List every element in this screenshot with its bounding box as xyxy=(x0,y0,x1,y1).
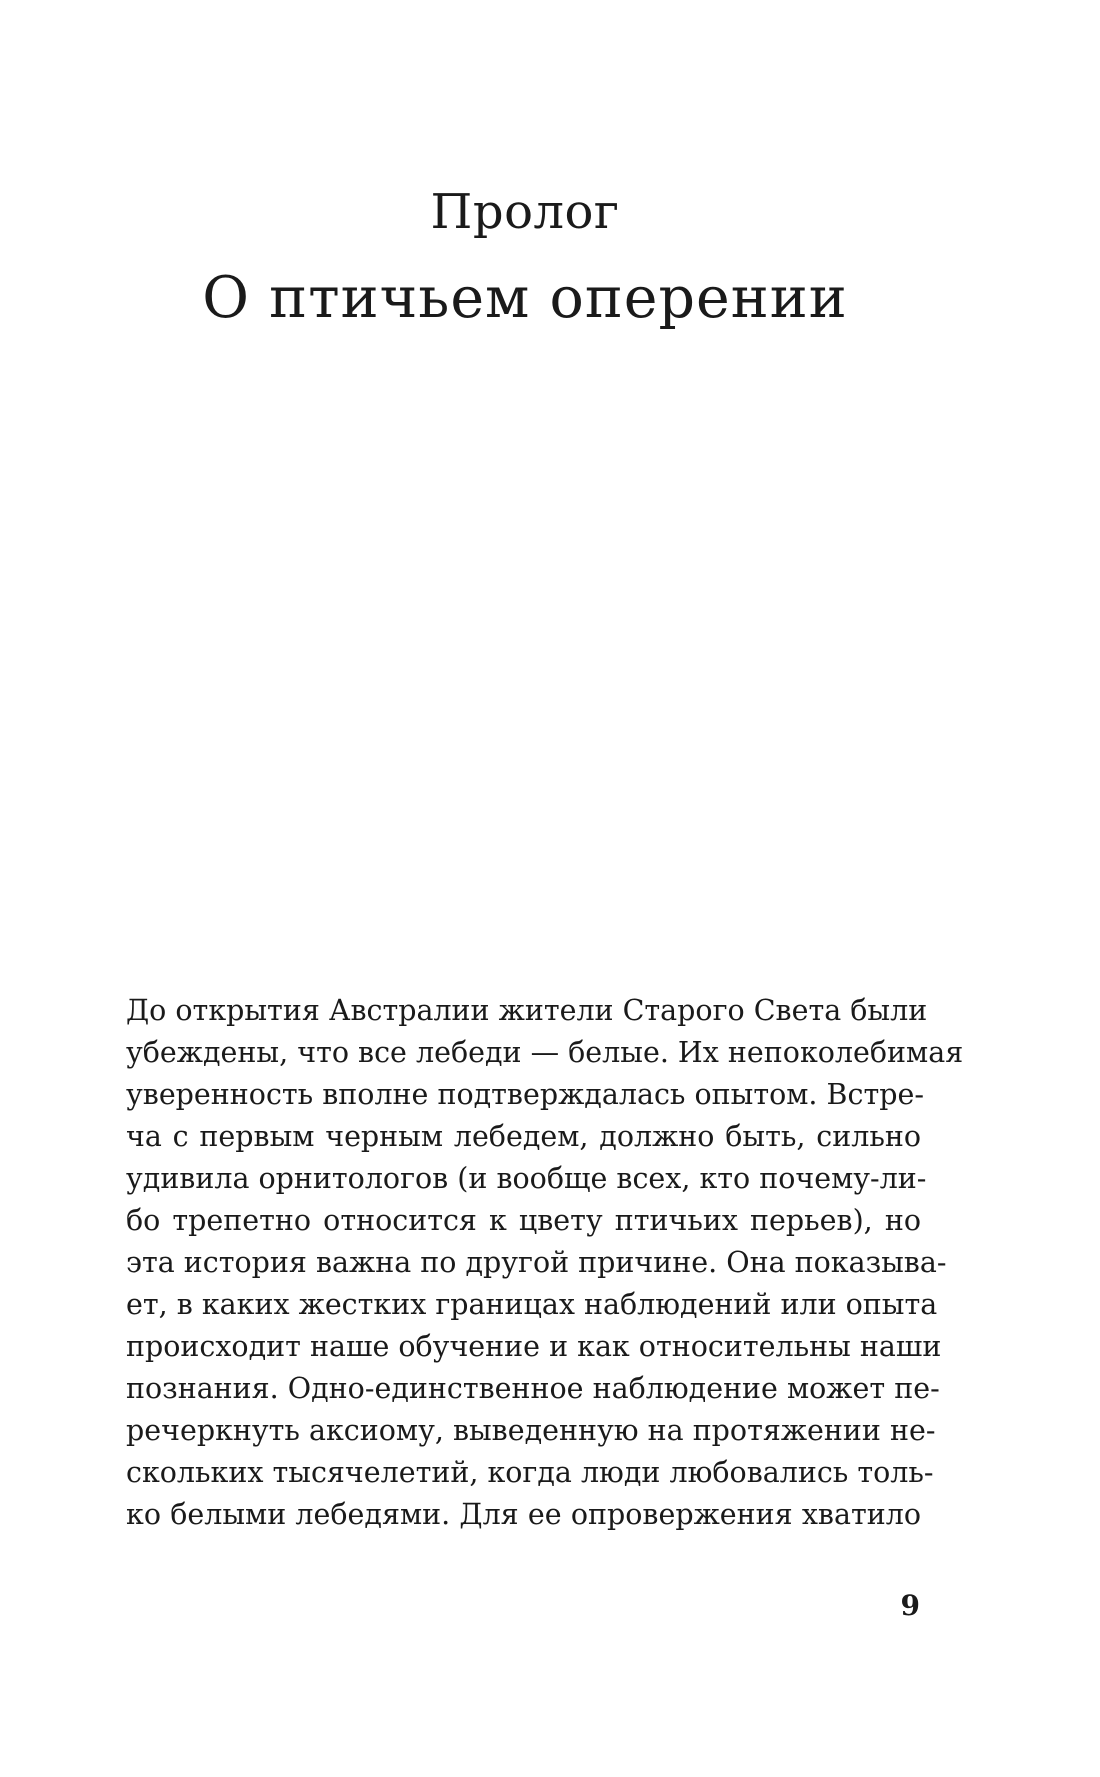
text-line: речеркнуть аксиому, выведенную на протяжении не- xyxy=(126,1414,936,1447)
text-line: убеждены, что все лебеди — белые. Их непоколебимая xyxy=(126,1036,964,1069)
text-line: познания. Одно-единственное наблюдение может пе- xyxy=(126,1372,940,1405)
prologue-label: Пролог xyxy=(430,184,620,240)
text-line: скольких тысячелетий, когда люди любовались толь- xyxy=(126,1456,934,1489)
chapter-title: О птичьем оперении xyxy=(202,265,848,331)
page-number: 9 xyxy=(900,1589,920,1622)
text-line: До открытия Австралии жители Старого Света были xyxy=(126,994,928,1027)
text-line: бо трепетно относится к цвету птичьих перьев), но xyxy=(126,1204,921,1237)
text-line: эта история важна по другой причине. Она показыва- xyxy=(126,1246,947,1279)
text-line: ча с первым черным лебедем, должно быть, сильно xyxy=(126,1120,921,1153)
text-line: ет, в каких жестких границах наблюдений или опыта xyxy=(126,1288,938,1321)
text-line: удивила орнитологов (и вообще всех, кто почему-ли- xyxy=(126,1162,927,1195)
body-paragraph xyxy=(126,990,964,1536)
text-line: ко белыми лебедями. Для ее опровержения хватило xyxy=(126,1498,921,1531)
text-line: происходит наше обучение и как относительны наши xyxy=(126,1330,942,1363)
text-line: уверенность вполне подтверждалась опытом. Встре- xyxy=(126,1078,924,1111)
